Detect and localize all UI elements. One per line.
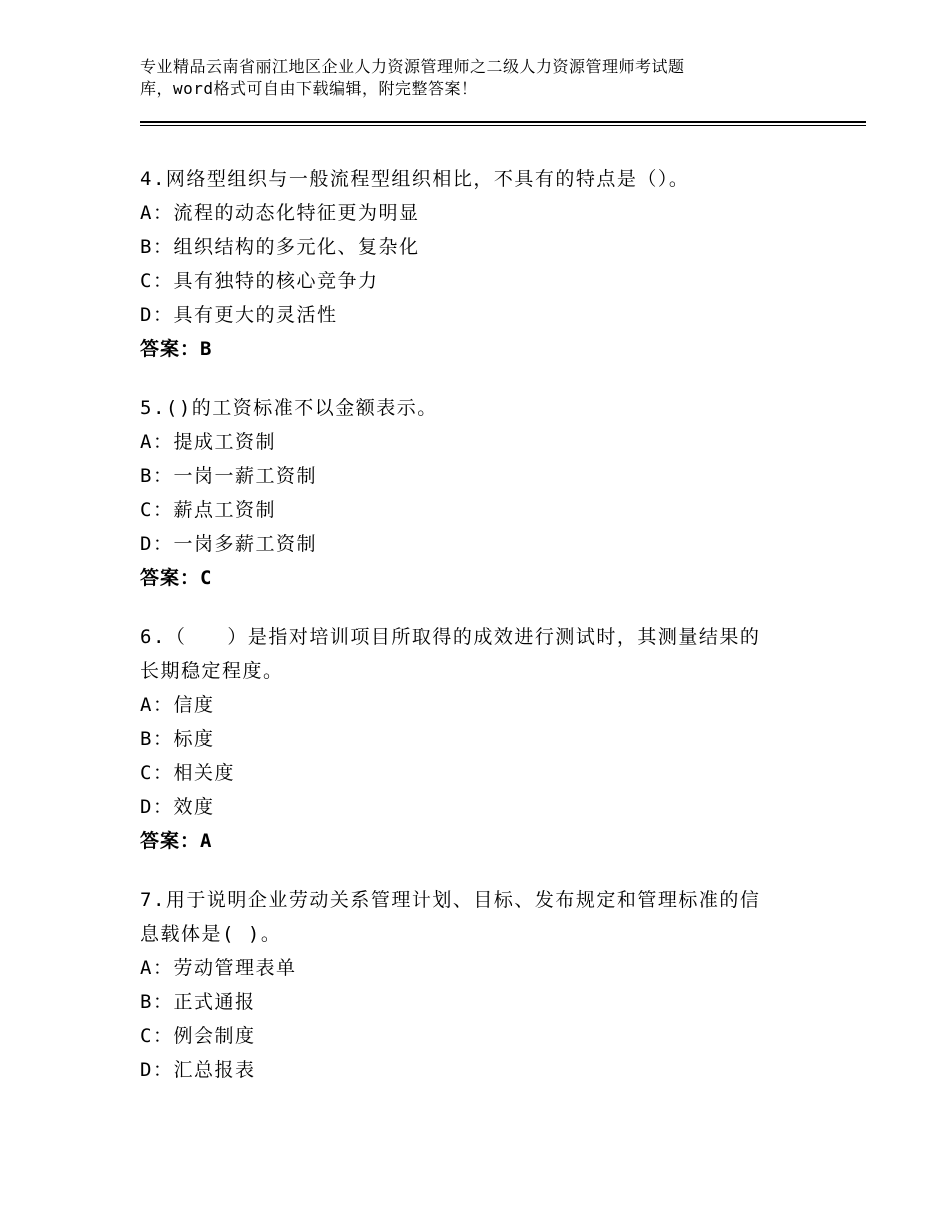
question-5 bbox=[140, 391, 840, 595]
question-4 bbox=[140, 162, 840, 366]
header-divider-top bbox=[140, 121, 866, 123]
question-list bbox=[140, 162, 840, 1112]
question-6 bbox=[140, 620, 840, 858]
header-line-2: 库，word格式可自由下载编辑，附完整答案！ bbox=[140, 79, 478, 98]
header-line-1: 专业精品云南省丽江地区企业人力资源管理师之二级人力资源管理师考试题 bbox=[140, 57, 685, 76]
option-a: A：流程的动态化特征更为明显 bbox=[140, 202, 420, 224]
question-stem: 7.用于说明企业劳动关系管理计划、目标、发布规定和管理标准的信 bbox=[140, 889, 761, 911]
question-stem-continued: 息载体是( )。 bbox=[140, 923, 282, 945]
option-d: D：一岗多薪工资制 bbox=[140, 533, 317, 555]
question-stem: 6.（ ）是指对培训项目所取得的成效进行测试时，其测量结果的 bbox=[140, 626, 761, 648]
question-7 bbox=[140, 883, 840, 1087]
option-a: A：劳动管理表单 bbox=[140, 957, 297, 979]
answer: 答案：B bbox=[140, 338, 213, 360]
option-a: A：信度 bbox=[140, 694, 215, 716]
option-c: C：相关度 bbox=[140, 762, 235, 784]
answer: 答案：A bbox=[140, 830, 213, 852]
option-d: D：具有更大的灵活性 bbox=[140, 304, 338, 326]
option-a: A：提成工资制 bbox=[140, 431, 276, 453]
question-stem-continued: 长期稳定程度。 bbox=[140, 660, 284, 682]
question-stem: 5.()的工资标准不以金额表示。 bbox=[140, 397, 438, 419]
option-b: B：组织结构的多元化、复杂化 bbox=[140, 236, 420, 258]
option-b: B：标度 bbox=[140, 728, 215, 750]
option-c: C：薪点工资制 bbox=[140, 499, 276, 521]
document-header bbox=[140, 56, 820, 100]
header-divider-bottom bbox=[140, 125, 866, 126]
option-b: B：正式通报 bbox=[140, 991, 256, 1013]
option-b: B：一岗一薪工资制 bbox=[140, 465, 317, 487]
option-c: C：具有独特的核心竞争力 bbox=[140, 270, 379, 292]
option-d: D：效度 bbox=[140, 796, 215, 818]
option-d: D：汇总报表 bbox=[140, 1059, 256, 1081]
answer: 答案：C bbox=[140, 567, 213, 589]
option-c: C：例会制度 bbox=[140, 1025, 256, 1047]
question-stem: 4.网络型组织与一般流程型组织相比，不具有的特点是（）。 bbox=[140, 168, 690, 190]
